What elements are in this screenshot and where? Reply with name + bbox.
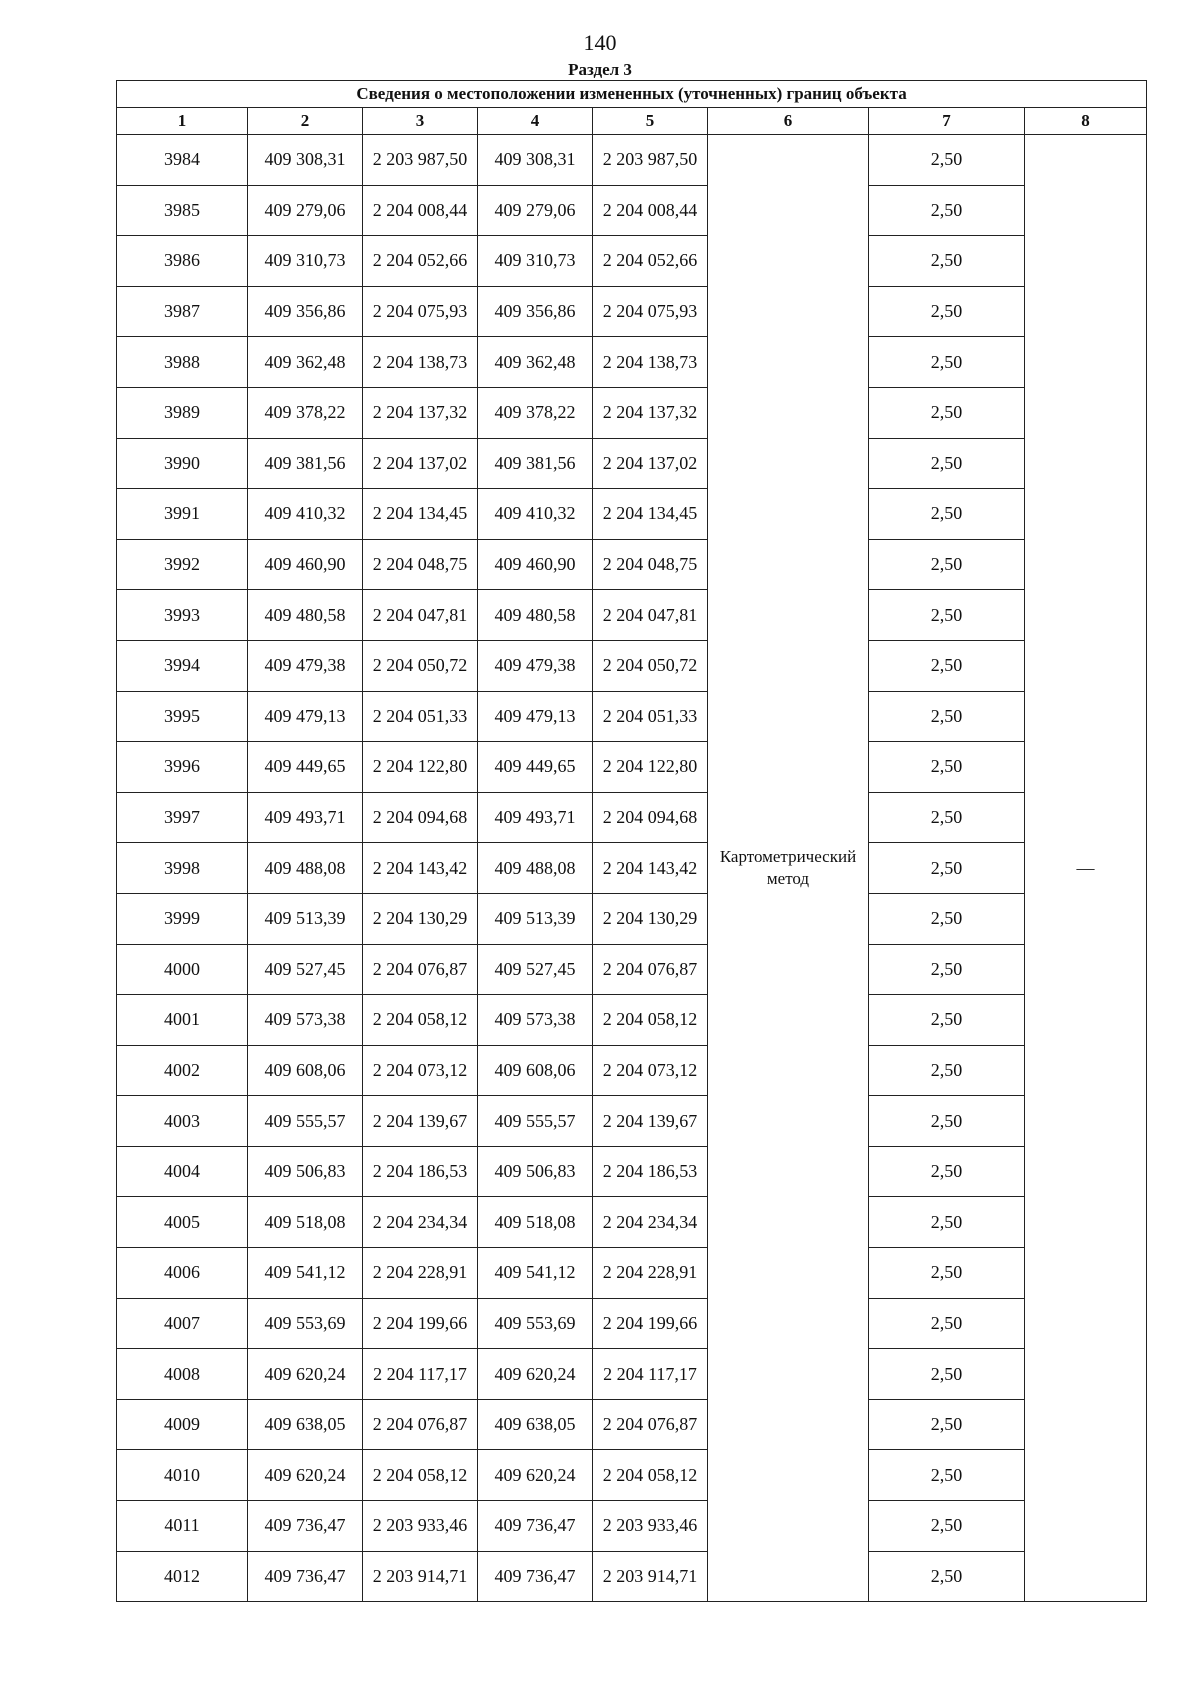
x-new-cell: 409 410,32: [478, 489, 593, 540]
point-number-cell: 4004: [117, 1146, 248, 1197]
y-existing-cell: 2 204 134,45: [363, 489, 478, 540]
point-number-cell: 3999: [117, 893, 248, 944]
y-existing-cell: 2 204 143,42: [363, 843, 478, 894]
table-row: [117, 792, 1147, 843]
table-row: [117, 995, 1147, 1046]
table-row: [117, 1298, 1147, 1349]
column-number: 3: [363, 108, 478, 135]
y-new-cell: 2 204 051,33: [593, 691, 708, 742]
table-row: [117, 1399, 1147, 1450]
table-caption-row: [117, 81, 1147, 108]
point-number-cell: 4008: [117, 1349, 248, 1400]
y-existing-cell: 2 203 987,50: [363, 135, 478, 186]
y-new-cell: 2 204 075,93: [593, 286, 708, 337]
x-existing-cell: 409 573,38: [248, 995, 363, 1046]
column-number: 7: [869, 108, 1025, 135]
coordinates-table: [116, 80, 1147, 1602]
y-existing-cell: 2 204 051,33: [363, 691, 478, 742]
y-existing-cell: 2 204 137,02: [363, 438, 478, 489]
y-new-cell: 2 204 137,02: [593, 438, 708, 489]
accuracy-cell: 2,50: [869, 843, 1025, 894]
x-new-cell: 409 488,08: [478, 843, 593, 894]
column-number: 5: [593, 108, 708, 135]
point-number-cell: 4002: [117, 1045, 248, 1096]
table-row: [117, 135, 1147, 186]
y-existing-cell: 2 204 138,73: [363, 337, 478, 388]
accuracy-cell: 2,50: [869, 185, 1025, 236]
y-new-cell: 2 204 143,42: [593, 843, 708, 894]
x-existing-cell: 409 310,73: [248, 236, 363, 287]
point-number-cell: 3997: [117, 792, 248, 843]
y-existing-cell: 2 204 186,53: [363, 1146, 478, 1197]
y-new-cell: 2 204 047,81: [593, 590, 708, 641]
y-existing-cell: 2 204 228,91: [363, 1248, 478, 1299]
x-new-cell: 409 279,06: [478, 185, 593, 236]
y-new-cell: 2 204 186,53: [593, 1146, 708, 1197]
y-new-cell: 2 204 138,73: [593, 337, 708, 388]
table-row: [117, 843, 1147, 894]
x-new-cell: 409 362,48: [478, 337, 593, 388]
x-existing-cell: 409 479,38: [248, 640, 363, 691]
y-existing-cell: 2 204 058,12: [363, 1450, 478, 1501]
point-number-cell: 3985: [117, 185, 248, 236]
x-existing-cell: 409 553,69: [248, 1298, 363, 1349]
y-existing-cell: 2 204 199,66: [363, 1298, 478, 1349]
y-new-cell: 2 204 134,45: [593, 489, 708, 540]
point-number-cell: 3990: [117, 438, 248, 489]
page-number: 140: [583, 30, 617, 55]
x-existing-cell: 409 555,57: [248, 1096, 363, 1147]
point-number-cell: 4000: [117, 944, 248, 995]
x-new-cell: 409 608,06: [478, 1045, 593, 1096]
y-new-cell: 2 204 117,17: [593, 1349, 708, 1400]
x-new-cell: 409 480,58: [478, 590, 593, 641]
y-existing-cell: 2 204 075,93: [363, 286, 478, 337]
column-number: 4: [478, 108, 593, 135]
x-existing-cell: 409 479,13: [248, 691, 363, 742]
x-existing-cell: 409 308,31: [248, 135, 363, 186]
table-row: [117, 438, 1147, 489]
x-new-cell: 409 493,71: [478, 792, 593, 843]
x-existing-cell: 409 460,90: [248, 539, 363, 590]
accuracy-cell: 2,50: [869, 539, 1025, 590]
point-number-cell: 3993: [117, 590, 248, 641]
x-new-cell: 409 356,86: [478, 286, 593, 337]
x-new-cell: 409 479,13: [478, 691, 593, 742]
point-number-cell: 3996: [117, 742, 248, 793]
x-existing-cell: 409 378,22: [248, 387, 363, 438]
y-new-cell: 2 204 137,32: [593, 387, 708, 438]
table-row: [117, 387, 1147, 438]
y-new-cell: 2 204 076,87: [593, 1399, 708, 1450]
point-number-cell: 4011: [117, 1501, 248, 1552]
y-existing-cell: 2 204 076,87: [363, 944, 478, 995]
table-row: [117, 1146, 1147, 1197]
x-new-cell: 409 736,47: [478, 1551, 593, 1602]
table-row: [117, 1501, 1147, 1552]
accuracy-cell: 2,50: [869, 1096, 1025, 1147]
accuracy-cell: 2,50: [869, 1501, 1025, 1552]
table-row: [117, 640, 1147, 691]
note-cell: —: [1025, 135, 1147, 1602]
accuracy-cell: 2,50: [869, 1146, 1025, 1197]
table-row: [117, 286, 1147, 337]
accuracy-cell: 2,50: [869, 893, 1025, 944]
accuracy-cell: 2,50: [869, 1248, 1025, 1299]
x-new-cell: 409 308,31: [478, 135, 593, 186]
x-existing-cell: 409 513,39: [248, 893, 363, 944]
x-existing-cell: 409 736,47: [248, 1501, 363, 1552]
accuracy-cell: 2,50: [869, 640, 1025, 691]
x-new-cell: 409 620,24: [478, 1450, 593, 1501]
y-existing-cell: 2 203 933,46: [363, 1501, 478, 1552]
table-row: [117, 590, 1147, 641]
x-existing-cell: 409 518,08: [248, 1197, 363, 1248]
table-row: [117, 236, 1147, 287]
x-new-cell: 409 378,22: [478, 387, 593, 438]
accuracy-cell: 2,50: [869, 590, 1025, 641]
y-existing-cell: 2 204 050,72: [363, 640, 478, 691]
accuracy-cell: 2,50: [869, 1197, 1025, 1248]
column-number: 2: [248, 108, 363, 135]
y-existing-cell: 2 204 052,66: [363, 236, 478, 287]
x-new-cell: 409 555,57: [478, 1096, 593, 1147]
y-existing-cell: 2 204 234,34: [363, 1197, 478, 1248]
table-row: [117, 944, 1147, 995]
y-new-cell: 2 204 130,29: [593, 893, 708, 944]
table-row: [117, 691, 1147, 742]
point-number-cell: 4005: [117, 1197, 248, 1248]
x-existing-cell: 409 506,83: [248, 1146, 363, 1197]
accuracy-cell: 2,50: [869, 236, 1025, 287]
x-existing-cell: 409 527,45: [248, 944, 363, 995]
point-number-cell: 4003: [117, 1096, 248, 1147]
x-existing-cell: 409 410,32: [248, 489, 363, 540]
x-existing-cell: 409 279,06: [248, 185, 363, 236]
y-existing-cell: 2 204 139,67: [363, 1096, 478, 1147]
section-title: Раздел 3: [568, 60, 632, 79]
point-number-cell: 3998: [117, 843, 248, 894]
point-number-cell: 4012: [117, 1551, 248, 1602]
accuracy-cell: 2,50: [869, 742, 1025, 793]
y-new-cell: 2 204 008,44: [593, 185, 708, 236]
y-new-cell: 2 203 933,46: [593, 1501, 708, 1552]
x-existing-cell: 409 449,65: [248, 742, 363, 793]
y-new-cell: 2 204 048,75: [593, 539, 708, 590]
y-new-cell: 2 204 058,12: [593, 995, 708, 1046]
y-existing-cell: 2 204 094,68: [363, 792, 478, 843]
x-existing-cell: 409 362,48: [248, 337, 363, 388]
table-row: [117, 1248, 1147, 1299]
table-row: [117, 1096, 1147, 1147]
column-number: 8: [1025, 108, 1147, 135]
table-row: [117, 1197, 1147, 1248]
y-existing-cell: 2 204 047,81: [363, 590, 478, 641]
table-row: [117, 1045, 1147, 1096]
accuracy-cell: 2,50: [869, 1349, 1025, 1400]
x-new-cell: 409 638,05: [478, 1399, 593, 1450]
table-row: [117, 1551, 1147, 1602]
y-new-cell: 2 204 139,67: [593, 1096, 708, 1147]
accuracy-cell: 2,50: [869, 438, 1025, 489]
table-caption: Сведения о местоположении измененных (уточненных) границ объекта: [117, 81, 1147, 108]
accuracy-cell: 2,50: [869, 995, 1025, 1046]
accuracy-cell: 2,50: [869, 1450, 1025, 1501]
table-row: [117, 489, 1147, 540]
y-new-cell: 2 204 122,80: [593, 742, 708, 793]
accuracy-cell: 2,50: [869, 944, 1025, 995]
y-existing-cell: 2 204 117,17: [363, 1349, 478, 1400]
point-number-cell: 3984: [117, 135, 248, 186]
accuracy-cell: 2,50: [869, 1551, 1025, 1602]
y-new-cell: 2 204 094,68: [593, 792, 708, 843]
table-row: [117, 1450, 1147, 1501]
x-new-cell: 409 620,24: [478, 1349, 593, 1400]
method-cell: Картометрический метод: [708, 135, 869, 1602]
accuracy-cell: 2,50: [869, 489, 1025, 540]
x-existing-cell: 409 620,24: [248, 1450, 363, 1501]
x-existing-cell: 409 356,86: [248, 286, 363, 337]
table-row: [117, 185, 1147, 236]
x-existing-cell: 409 493,71: [248, 792, 363, 843]
point-number-cell: 3986: [117, 236, 248, 287]
point-number-cell: 3987: [117, 286, 248, 337]
y-new-cell: 2 204 228,91: [593, 1248, 708, 1299]
x-new-cell: 409 513,39: [478, 893, 593, 944]
y-new-cell: 2 204 199,66: [593, 1298, 708, 1349]
column-number-row: [117, 108, 1147, 135]
x-existing-cell: 409 638,05: [248, 1399, 363, 1450]
point-number-cell: 3995: [117, 691, 248, 742]
table-row: [117, 539, 1147, 590]
point-number-cell: 4006: [117, 1248, 248, 1299]
point-number-cell: 4010: [117, 1450, 248, 1501]
x-new-cell: 409 553,69: [478, 1298, 593, 1349]
point-number-cell: 3994: [117, 640, 248, 691]
accuracy-cell: 2,50: [869, 1399, 1025, 1450]
y-existing-cell: 2 204 076,87: [363, 1399, 478, 1450]
x-new-cell: 409 518,08: [478, 1197, 593, 1248]
x-new-cell: 409 506,83: [478, 1146, 593, 1197]
accuracy-cell: 2,50: [869, 691, 1025, 742]
point-number-cell: 4001: [117, 995, 248, 1046]
x-new-cell: 409 527,45: [478, 944, 593, 995]
accuracy-cell: 2,50: [869, 1045, 1025, 1096]
x-existing-cell: 409 620,24: [248, 1349, 363, 1400]
y-new-cell: 2 204 052,66: [593, 236, 708, 287]
table-row: [117, 1349, 1147, 1400]
column-number: 6: [708, 108, 869, 135]
accuracy-cell: 2,50: [869, 387, 1025, 438]
point-number-cell: 3989: [117, 387, 248, 438]
y-existing-cell: 2 204 073,12: [363, 1045, 478, 1096]
y-new-cell: 2 204 234,34: [593, 1197, 708, 1248]
x-new-cell: 409 460,90: [478, 539, 593, 590]
y-new-cell: 2 203 987,50: [593, 135, 708, 186]
accuracy-cell: 2,50: [869, 337, 1025, 388]
table-body: [117, 135, 1147, 1602]
point-number-cell: 3992: [117, 539, 248, 590]
table-row: [117, 337, 1147, 388]
x-new-cell: 409 479,38: [478, 640, 593, 691]
y-existing-cell: 2 204 058,12: [363, 995, 478, 1046]
y-existing-cell: 2 204 137,32: [363, 387, 478, 438]
y-existing-cell: 2 204 008,44: [363, 185, 478, 236]
accuracy-cell: 2,50: [869, 135, 1025, 186]
y-new-cell: 2 203 914,71: [593, 1551, 708, 1602]
x-new-cell: 409 736,47: [478, 1501, 593, 1552]
x-new-cell: 409 381,56: [478, 438, 593, 489]
y-existing-cell: 2 204 130,29: [363, 893, 478, 944]
y-new-cell: 2 204 076,87: [593, 944, 708, 995]
table-row: [117, 893, 1147, 944]
x-new-cell: 409 449,65: [478, 742, 593, 793]
x-existing-cell: 409 381,56: [248, 438, 363, 489]
x-new-cell: 409 541,12: [478, 1248, 593, 1299]
point-number-cell: 3988: [117, 337, 248, 388]
accuracy-cell: 2,50: [869, 286, 1025, 337]
accuracy-cell: 2,50: [869, 792, 1025, 843]
point-number-cell: 4009: [117, 1399, 248, 1450]
x-existing-cell: 409 608,06: [248, 1045, 363, 1096]
x-existing-cell: 409 736,47: [248, 1551, 363, 1602]
y-new-cell: 2 204 073,12: [593, 1045, 708, 1096]
y-existing-cell: 2 204 122,80: [363, 742, 478, 793]
x-new-cell: 409 573,38: [478, 995, 593, 1046]
y-existing-cell: 2 204 048,75: [363, 539, 478, 590]
x-existing-cell: 409 480,58: [248, 590, 363, 641]
y-existing-cell: 2 203 914,71: [363, 1551, 478, 1602]
x-existing-cell: 409 488,08: [248, 843, 363, 894]
table-row: [117, 742, 1147, 793]
x-new-cell: 409 310,73: [478, 236, 593, 287]
y-new-cell: 2 204 058,12: [593, 1450, 708, 1501]
y-new-cell: 2 204 050,72: [593, 640, 708, 691]
point-number-cell: 4007: [117, 1298, 248, 1349]
point-number-cell: 3991: [117, 489, 248, 540]
x-existing-cell: 409 541,12: [248, 1248, 363, 1299]
accuracy-cell: 2,50: [869, 1298, 1025, 1349]
column-number: 1: [117, 108, 248, 135]
